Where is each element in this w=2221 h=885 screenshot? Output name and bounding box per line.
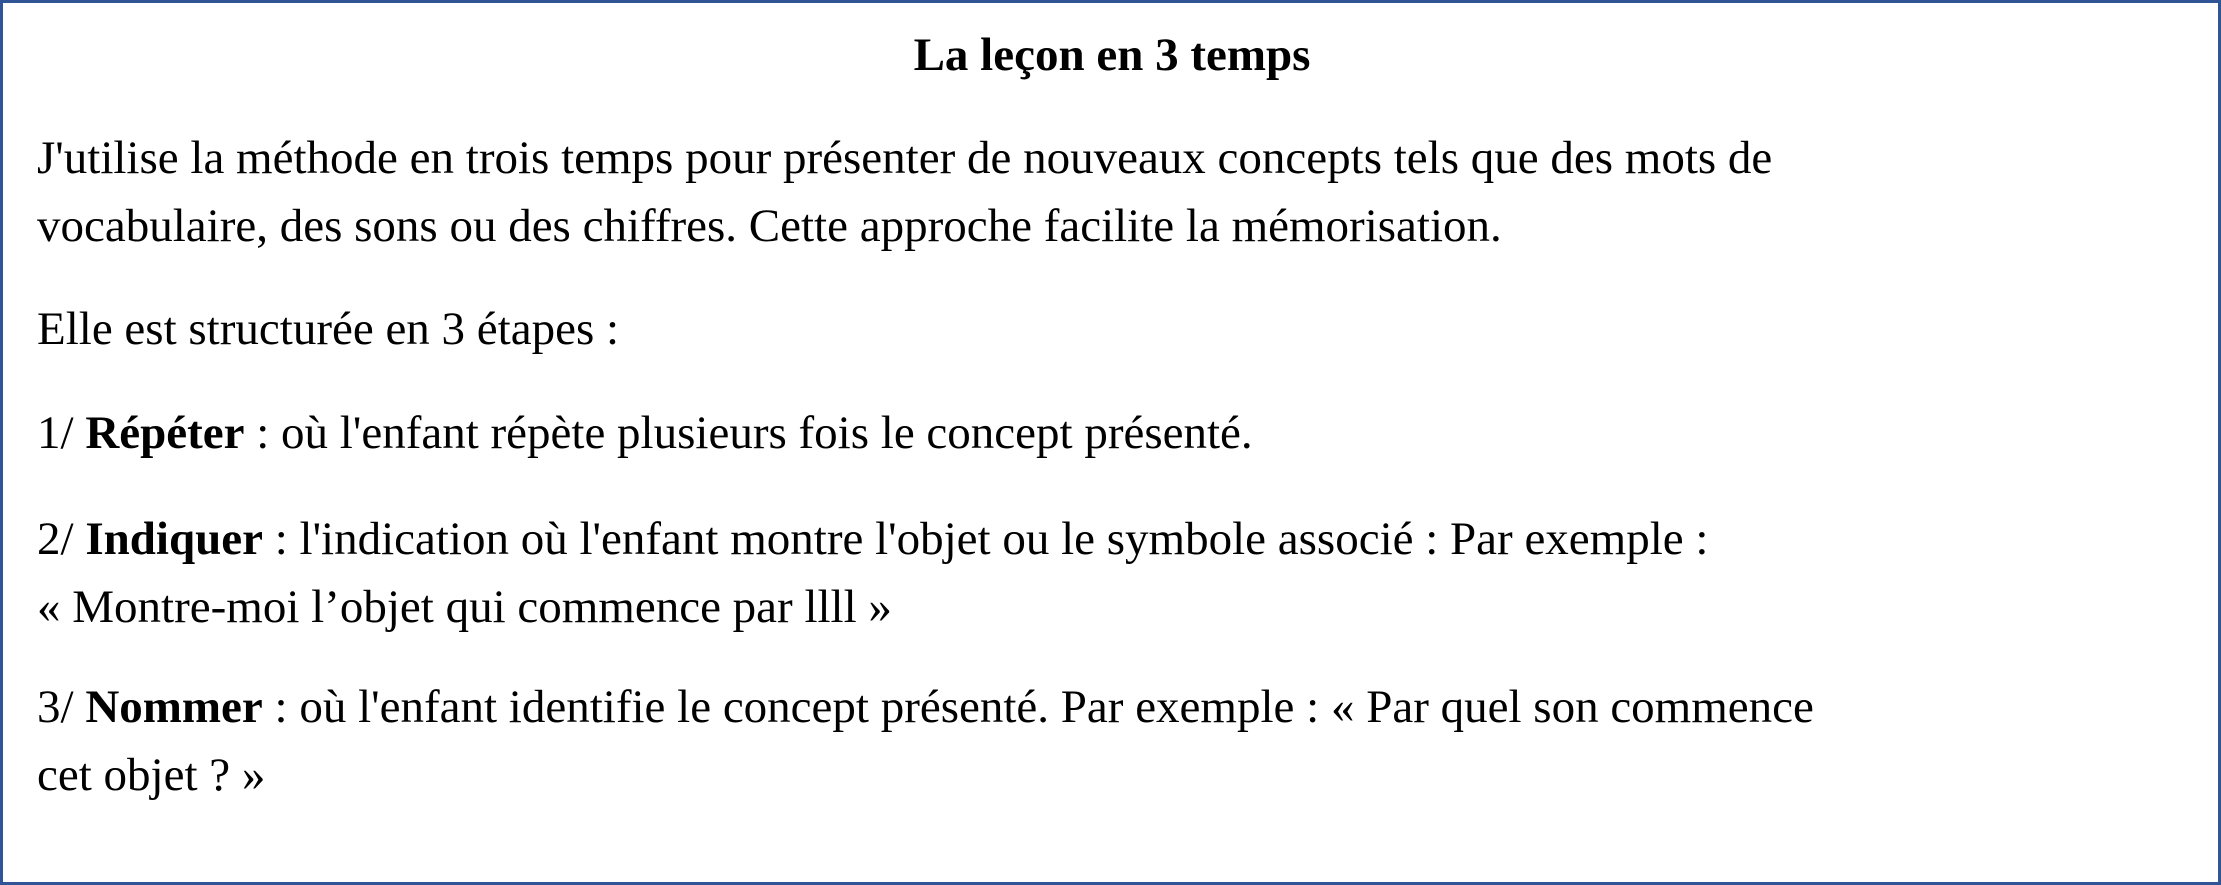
step-2-paragraph [37,505,2187,641]
step-3-line-2: cet objet ? » [37,749,266,801]
step-3-paragraph [37,673,2187,809]
step-3-line-1 [37,673,2187,741]
page-title: La leçon en 3 temps [913,29,1311,81]
step-1-line-1 [37,399,2187,467]
intro-paragraph [37,124,2187,260]
step-2-line-2: « Montre-moi l’objet qui commence par llll » [37,581,892,633]
intro-line-2: vocabulaire, des sons ou des chiffres. Cette approche facilite la mémorisation. [37,200,1502,252]
structure-paragraph: Elle est structurée en 3 étapes : [37,303,620,355]
step-2-line-1 [37,505,2187,573]
step-1-keyword: Répéter [85,407,245,459]
intro-line-1: J'utilise la méthode en trois temps pour présenter de nouveaux concepts tels que des mots de [37,132,1773,184]
step-1-text: : où l'enfant répète plusieurs fois le concept présenté. [244,407,1253,459]
step-1-number: 1/ [37,407,86,459]
step-2-text: : l'indication où l'enfant montre l'objet ou le symbole associé : Par exemple : [262,513,1709,565]
step-3-number: 3/ [37,681,86,733]
step-3-keyword: Nommer [85,681,263,733]
step-1-paragraph [37,399,2187,467]
step-3-text: : où l'enfant identifie le concept présenté. Par exemple : « Par quel son commence [262,681,1814,733]
step-2-number: 2/ [37,513,86,565]
step-2-keyword: Indiquer [85,513,263,565]
